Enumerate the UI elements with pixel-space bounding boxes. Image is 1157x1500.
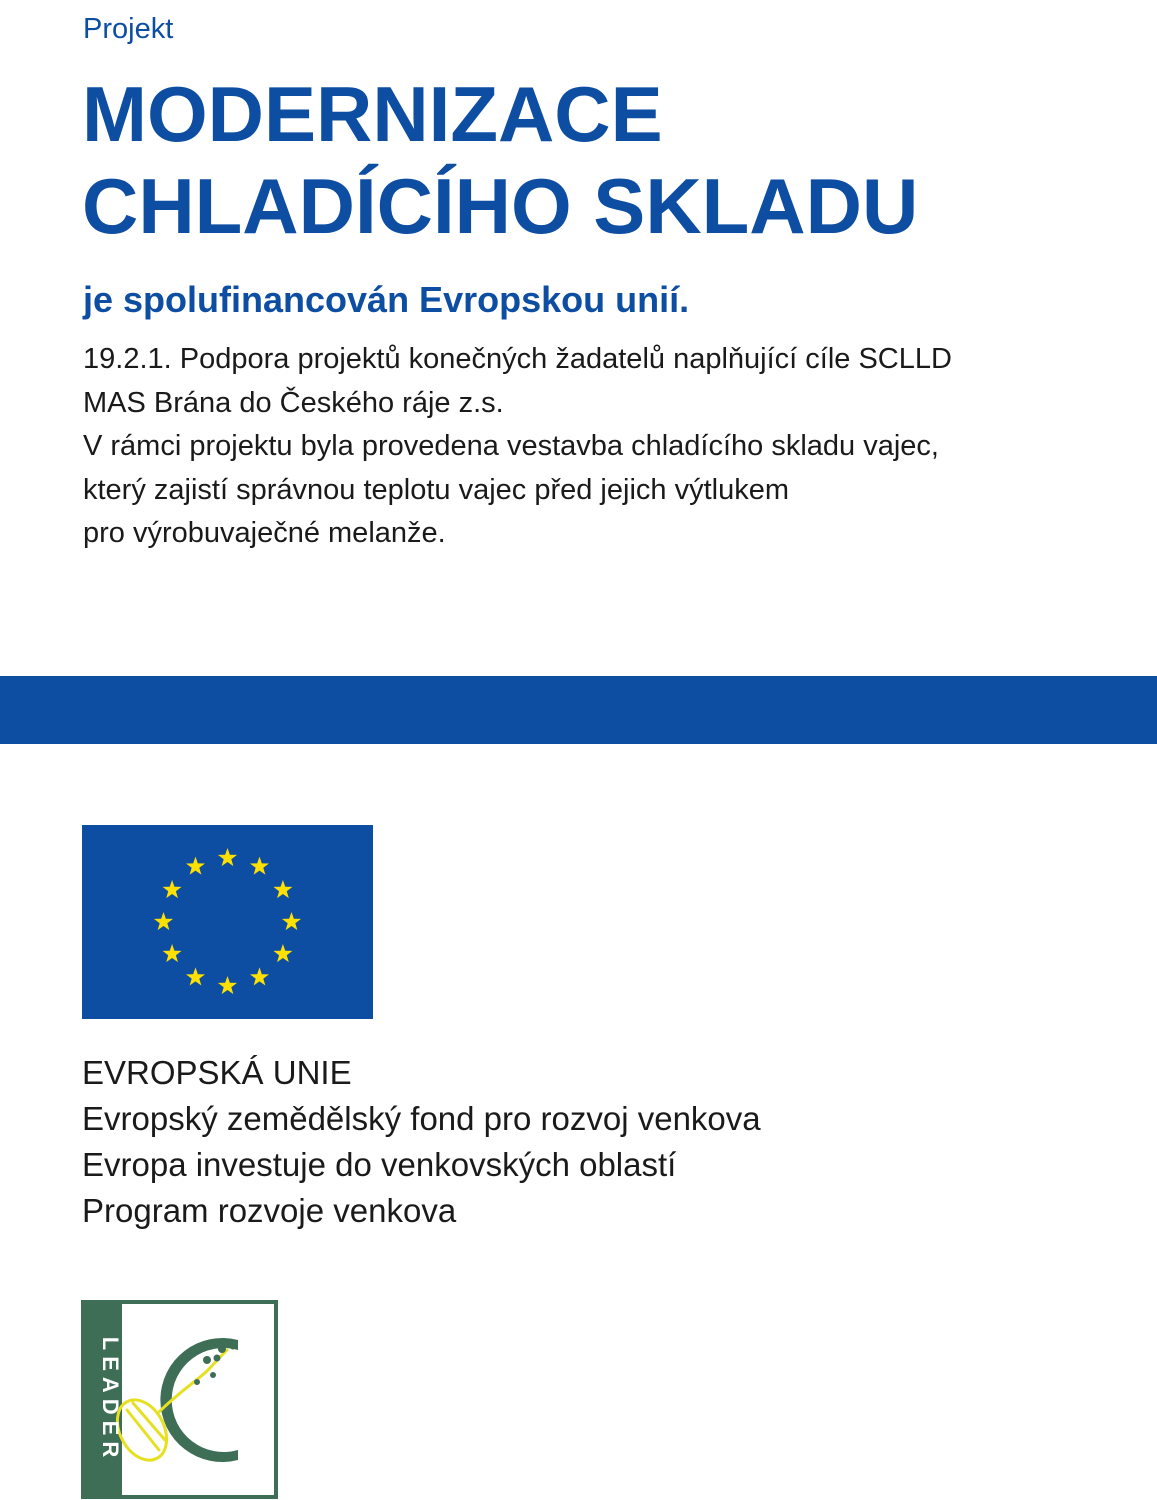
leader-logo-icon <box>81 1300 278 1499</box>
project-title <box>82 68 918 252</box>
description-line-3: V rámci projektu byla provedena vestavba chladícího skladu vajec, <box>83 430 939 462</box>
description-line-5: pro výrobuvaječné melanže. <box>83 517 446 549</box>
description-line-4: který zajistí správnou teplotu vajec před jejich výtlukem <box>83 473 789 506</box>
blue-divider-band <box>0 676 1157 744</box>
leader-wordmark: LEADER <box>98 1336 124 1464</box>
eu-fund-name: Evropský zemědělský fond pro rozvoj venkova <box>82 1100 761 1137</box>
description-line-1: 19.2.1. Podpora projektů konečných žadatelů naplňující cíle SCLLD <box>83 343 952 375</box>
project-title-line-2: CHLADÍCÍHO SKLADU <box>82 162 919 250</box>
eu-text-block <box>82 1050 761 1234</box>
cofinancing-statement: je spolufinancován Evropskou unií. <box>83 279 690 320</box>
project-label: Projekt <box>83 13 174 45</box>
eu-name: EVROPSKÁ UNIE <box>82 1054 352 1091</box>
project-title-line-1: MODERNIZACE <box>82 70 663 158</box>
eu-slogan: Evropa investuje do venkovských oblastí <box>82 1146 677 1183</box>
eu-flag-icon <box>82 825 373 1019</box>
description-line-2: MAS Brána do Českého ráje z.s. <box>83 386 504 419</box>
eu-program-name: Program rozvoje venkova <box>82 1192 457 1229</box>
project-description <box>83 338 952 556</box>
